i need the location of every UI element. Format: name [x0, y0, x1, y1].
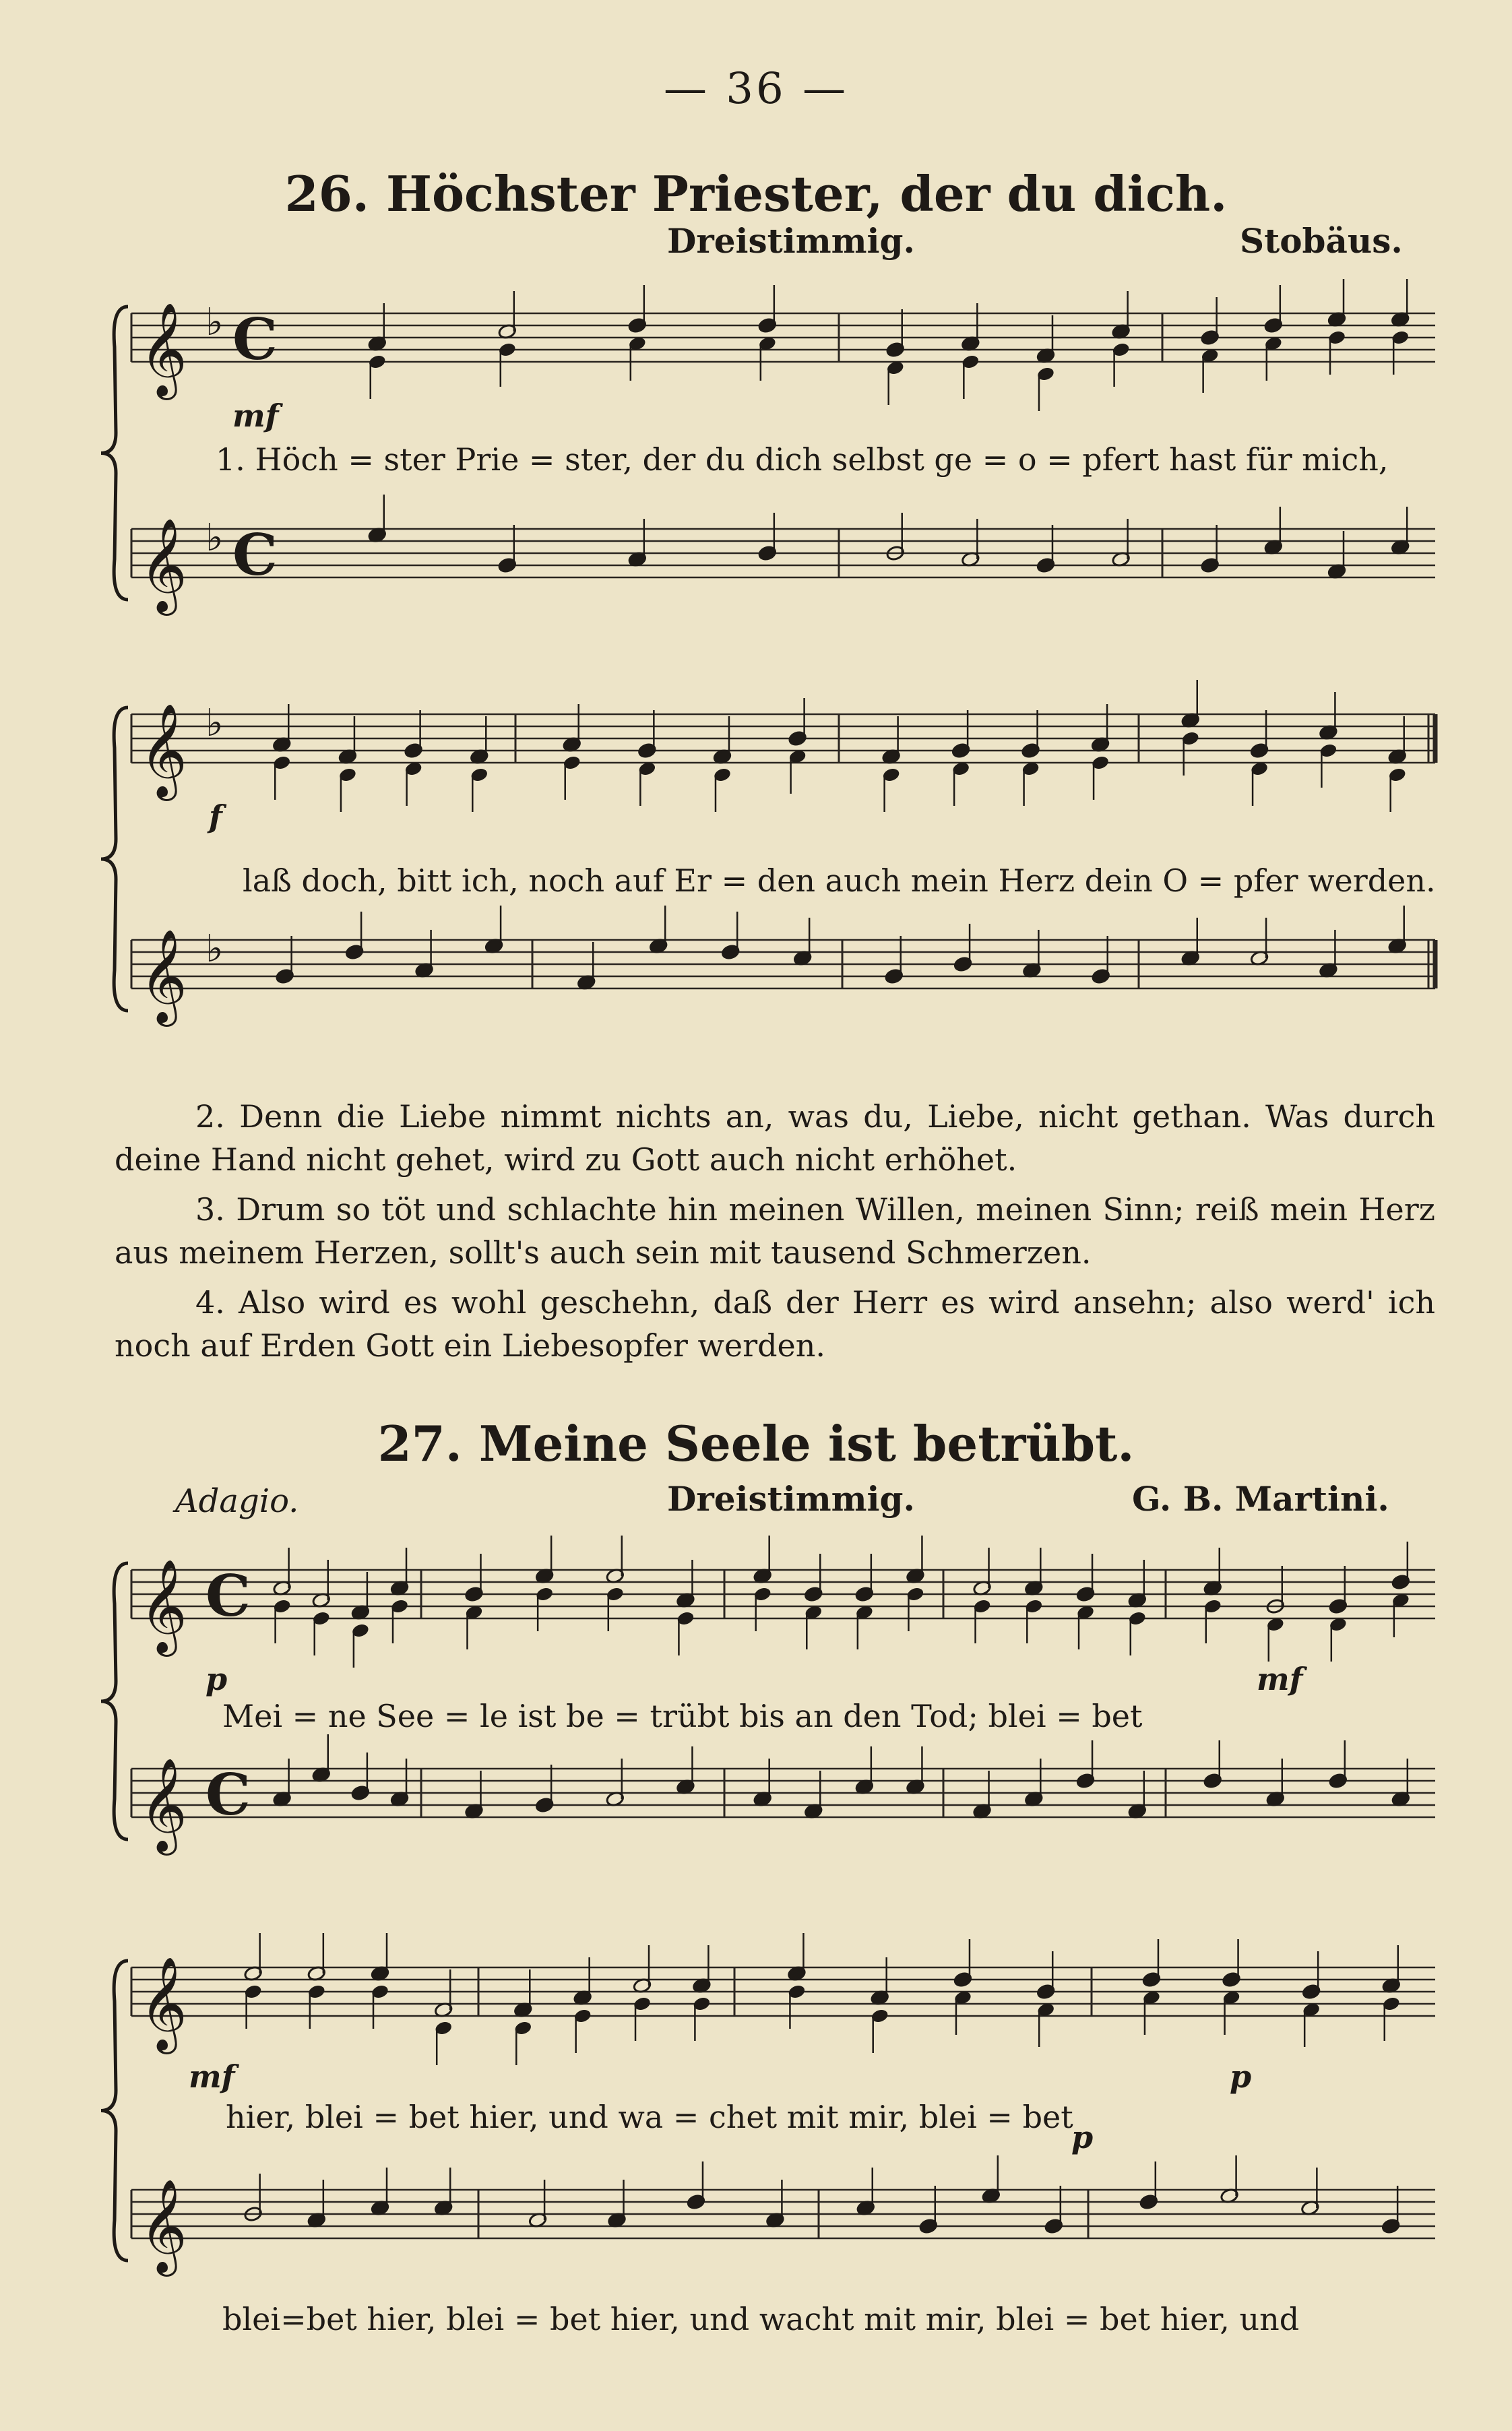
- hymn-27-tempo: Adagio.: [175, 1482, 299, 1520]
- dynamic-mark: p: [1071, 2119, 1094, 2155]
- common-time-icon: C: [232, 522, 278, 588]
- page-number: — 36 —: [663, 64, 849, 114]
- lyrics-line: Mei = ne See = le ist be = trübt bis an den Tod; blei = bet: [222, 1698, 1143, 1734]
- treble-clef-icon: 𝄞: [139, 1758, 187, 1852]
- treble-clef-icon: 𝄞: [139, 518, 187, 612]
- dynamic-mark: mf: [189, 2058, 235, 2095]
- dynamic-mark: p: [1230, 2058, 1252, 2095]
- lyrics-line: laß doch, bitt ich, noch auf Er = den auch mein Herz dein O = pfer werden.: [243, 862, 1436, 899]
- lyrics-line: blei=bet hier, blei = bet hier, und wacht mit mir, blei = bet hier, und: [222, 2301, 1300, 2337]
- verse-4: 4. Also wird es wohl geschehn, daß der Herr es wird ansehn; also werd' ich noch auf Erden Gott ein Liebesopfer werden.: [115, 1284, 1435, 1364]
- treble-clef-icon: 𝄞: [139, 1559, 187, 1653]
- dynamic-mark: mf: [232, 398, 279, 434]
- treble-clef-icon: 𝄞: [139, 929, 187, 1023]
- system-brace: [101, 707, 128, 1011]
- hymn-27-setting: Dreistimmig.: [667, 1479, 915, 1519]
- hymn-26-composer: Stobäus.: [1240, 221, 1403, 261]
- verse-3: 3. Drum so töt und schlachte hin meinen Willen, meinen Sinn; reiß mein Herz aus meinem Herzen, sollt's auch sein mit tausend Schmerzen.: [115, 1191, 1435, 1271]
- verse-2: 2. Denn die Liebe nimmt nichts an, was du, Liebe, nicht gethan. Was durch deine Hand nicht gehet, wird zu Gott auch nicht erhöhet.: [115, 1098, 1435, 1178]
- treble-clef-icon: 𝄞: [139, 2179, 187, 2273]
- hymn-27-composer: G. B. Martini.: [1132, 1479, 1389, 1519]
- flat-sign-icon: ♭: [206, 927, 224, 971]
- flat-sign-icon: ♭: [206, 516, 224, 560]
- dynamic-mark: p: [206, 1661, 228, 1697]
- system-brace: [101, 1961, 128, 2261]
- common-time-icon: C: [206, 1761, 251, 1828]
- dynamic-mark: f: [209, 798, 222, 835]
- hymn-26-title: 26. Höchster Priester, der du dich.: [284, 165, 1228, 222]
- flat-sign-icon: ♭: [206, 301, 224, 344]
- dynamic-mark: mf: [1257, 1661, 1303, 1697]
- system-brace: [101, 1563, 128, 1839]
- system-brace: [101, 307, 128, 600]
- hymn-27-title: 27. Meine Seele ist betrübt.: [377, 1415, 1135, 1472]
- lyrics-line: hier, blei = bet hier, und wa = chet mit mir, blei = bet: [226, 2099, 1073, 2135]
- common-time-icon: C: [232, 306, 278, 373]
- hymn-26-setting: Dreistimmig.: [667, 221, 915, 261]
- treble-clef-icon: 𝄞: [139, 303, 187, 396]
- lyrics-line: 1. Höch = ster Prie = ster, der du dich selbst ge = o = pfert hast für mich,: [216, 441, 1389, 478]
- common-time-icon: C: [206, 1562, 251, 1629]
- treble-clef-icon: 𝄞: [139, 1957, 187, 2050]
- flat-sign-icon: ♭: [206, 701, 224, 745]
- treble-clef-icon: 𝄞: [139, 703, 187, 797]
